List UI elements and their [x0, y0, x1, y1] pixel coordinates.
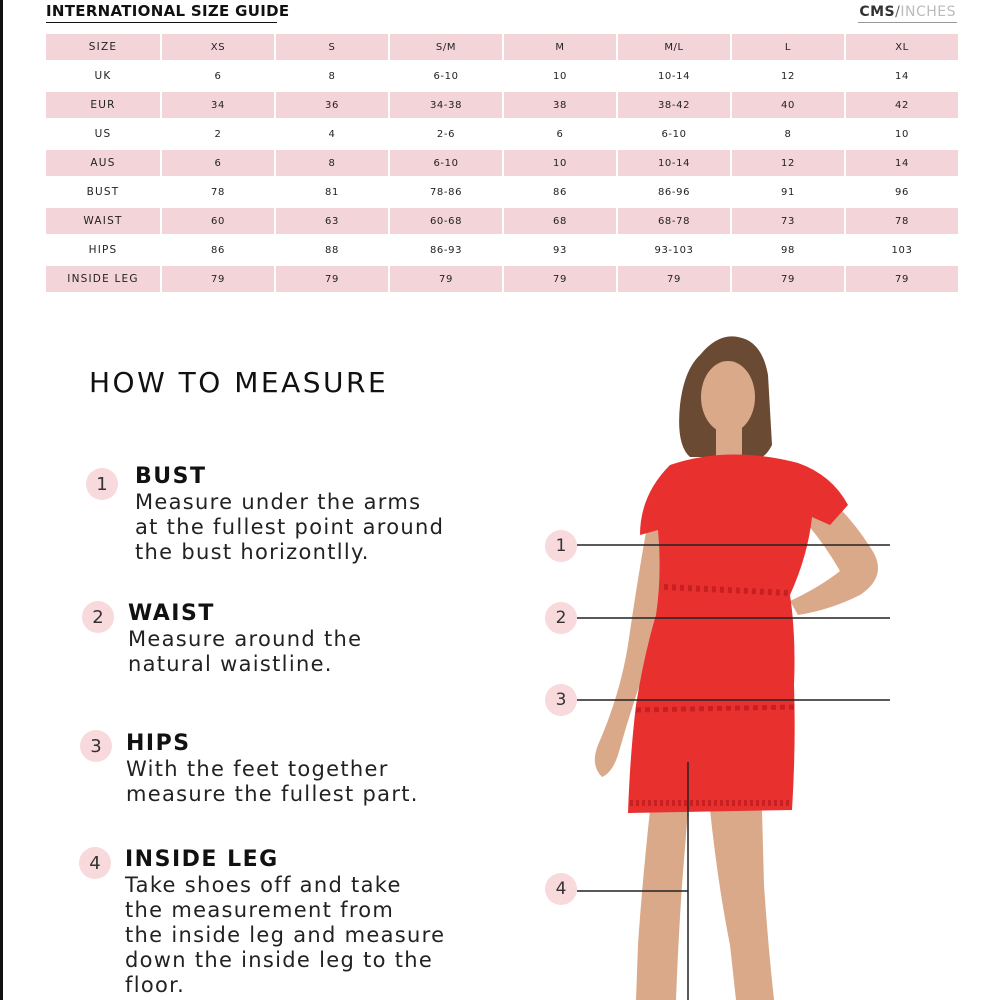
step-description: With the feet together measure the fullest part.: [126, 757, 419, 806]
table-cell: 42: [846, 92, 958, 118]
size-guide-title: INTERNATIONAL SIZE GUIDE: [46, 2, 290, 20]
table-cell: 79: [390, 266, 502, 292]
table-cell: 78-86: [429, 186, 463, 198]
table-cell: 78: [211, 186, 225, 198]
table-cell: 60-68: [390, 208, 502, 234]
step-title: INSIDE LEG: [125, 847, 279, 872]
table-row-label: EUR: [46, 92, 160, 118]
table-cell: 12: [781, 70, 795, 82]
table-cell: 8: [276, 150, 388, 176]
table-cell: 6-10: [661, 128, 687, 140]
measure-step-waist: [82, 599, 522, 679]
table-cell: 14: [846, 150, 958, 176]
table-row: [46, 266, 958, 292]
table-row-label: BUST: [86, 186, 120, 198]
table-cell: 86-96: [657, 186, 691, 198]
table-cell: 12: [732, 150, 844, 176]
table-cell: 10-14: [657, 70, 691, 82]
table-cell: 79: [846, 266, 958, 292]
table-cell: 79: [276, 266, 388, 292]
table-row: [46, 208, 958, 234]
step-number-badge: 3: [80, 730, 112, 762]
model-dress: [628, 454, 848, 813]
table-cell: 6: [162, 150, 274, 176]
step-description: Take shoes off and take the measurement from the inside leg and measure down the inside leg to the floor.: [125, 873, 446, 997]
table-cell: 6: [214, 70, 222, 82]
table-row-label: UK: [94, 70, 112, 82]
model-leg-left: [636, 810, 688, 1000]
table-cell: 68: [504, 208, 616, 234]
table-cell: 10-14: [618, 150, 730, 176]
unit-toggle-underline: [858, 22, 957, 23]
model-illustration: [540, 325, 940, 1000]
table-row-label: WAIST: [46, 208, 160, 234]
table-cell: 36: [276, 92, 388, 118]
table-cell: 88: [325, 244, 339, 256]
table-cell: 98: [781, 244, 795, 256]
how-to-measure-heading: HOW TO MEASURE: [89, 366, 389, 399]
table-cell: 91: [781, 186, 795, 198]
table-cell: 79: [162, 266, 274, 292]
table-cell: 60: [162, 208, 274, 234]
table-cell: 38: [504, 92, 616, 118]
table-cell: 93-103: [654, 244, 694, 256]
measure-step-inside-leg: [79, 845, 519, 1000]
table-cell: XL: [846, 34, 958, 60]
table-row: [46, 121, 958, 147]
table-cell: 103: [891, 244, 913, 256]
table-cell: 73: [732, 208, 844, 234]
table-cell: 34: [162, 92, 274, 118]
table-cell: M/L: [618, 34, 730, 60]
table-cell: 14: [895, 70, 909, 82]
table-cell: S: [276, 34, 388, 60]
table-row: [46, 92, 958, 118]
diagram-marker-inside-leg: 4: [545, 873, 577, 905]
table-cell: 68-78: [618, 208, 730, 234]
table-cell: 86: [211, 244, 225, 256]
table-cell: XS: [162, 34, 274, 60]
table-cell: 8: [784, 128, 792, 140]
table-cell: 6-10: [390, 150, 502, 176]
step-description: Measure around the natural waistline.: [128, 627, 363, 676]
table-cell: 79: [732, 266, 844, 292]
table-cell: L: [732, 34, 844, 60]
table-cell: 10: [504, 150, 616, 176]
table-cell: 40: [732, 92, 844, 118]
table-cell: 38-42: [618, 92, 730, 118]
measurement-diagram: [540, 325, 940, 1000]
table-cell: 10: [553, 70, 567, 82]
table-cell: 63: [276, 208, 388, 234]
unit-separator: /: [895, 4, 901, 20]
table-cell: 6: [556, 128, 564, 140]
model-leg-right: [710, 810, 774, 1000]
table-row: [46, 34, 958, 60]
table-cell: 8: [328, 70, 336, 82]
table-cell: S/M: [390, 34, 502, 60]
title-underline: [46, 22, 277, 23]
table-cell: 2: [214, 128, 222, 140]
step-number-badge: 2: [82, 601, 114, 633]
table-cell: 81: [325, 186, 339, 198]
table-cell: 34-38: [390, 92, 502, 118]
unit-cms-option[interactable]: CMS: [859, 4, 896, 20]
size-table: [44, 31, 960, 295]
measure-step-bust: [86, 462, 526, 572]
table-cell: 6-10: [433, 70, 459, 82]
model-neck: [716, 425, 742, 457]
table-cell: M: [504, 34, 616, 60]
table-cell: 86: [553, 186, 567, 198]
step-number-badge: 4: [79, 847, 111, 879]
diagram-marker-hips: 3: [545, 684, 577, 716]
table-row-label: INSIDE LEG: [46, 266, 160, 292]
step-number-badge: 1: [86, 468, 118, 500]
measure-step-hips: [80, 729, 520, 809]
table-row: [46, 237, 958, 263]
diagram-marker-bust: 1: [545, 530, 577, 562]
table-row-label: HIPS: [88, 244, 118, 256]
table-row: [46, 150, 958, 176]
table-cell: 10: [895, 128, 909, 140]
table-cell: 2-6: [436, 128, 456, 140]
step-title: WAIST: [128, 601, 215, 626]
unit-inches-option[interactable]: INCHES: [900, 4, 956, 20]
table-row-label: AUS: [46, 150, 160, 176]
diagram-marker-waist: 2: [545, 602, 577, 634]
left-edge-rule: [0, 0, 3, 1000]
step-description: Measure under the arms at the fullest point around the bust horizontlly.: [135, 490, 445, 564]
unit-toggle: [859, 4, 956, 20]
table-cell: 79: [618, 266, 730, 292]
table-row: [46, 179, 958, 205]
table-cell: 86-93: [429, 244, 463, 256]
step-title: BUST: [135, 464, 207, 489]
table-cell: 79: [504, 266, 616, 292]
table-cell: 96: [895, 186, 909, 198]
model-face: [701, 361, 755, 433]
table-row-label: US: [94, 128, 112, 140]
table-row-label: SIZE: [46, 34, 160, 60]
table-cell: 78: [846, 208, 958, 234]
table-cell: 93: [553, 244, 567, 256]
table-cell: 4: [328, 128, 336, 140]
step-title: HIPS: [126, 731, 191, 756]
table-row: [46, 63, 958, 89]
